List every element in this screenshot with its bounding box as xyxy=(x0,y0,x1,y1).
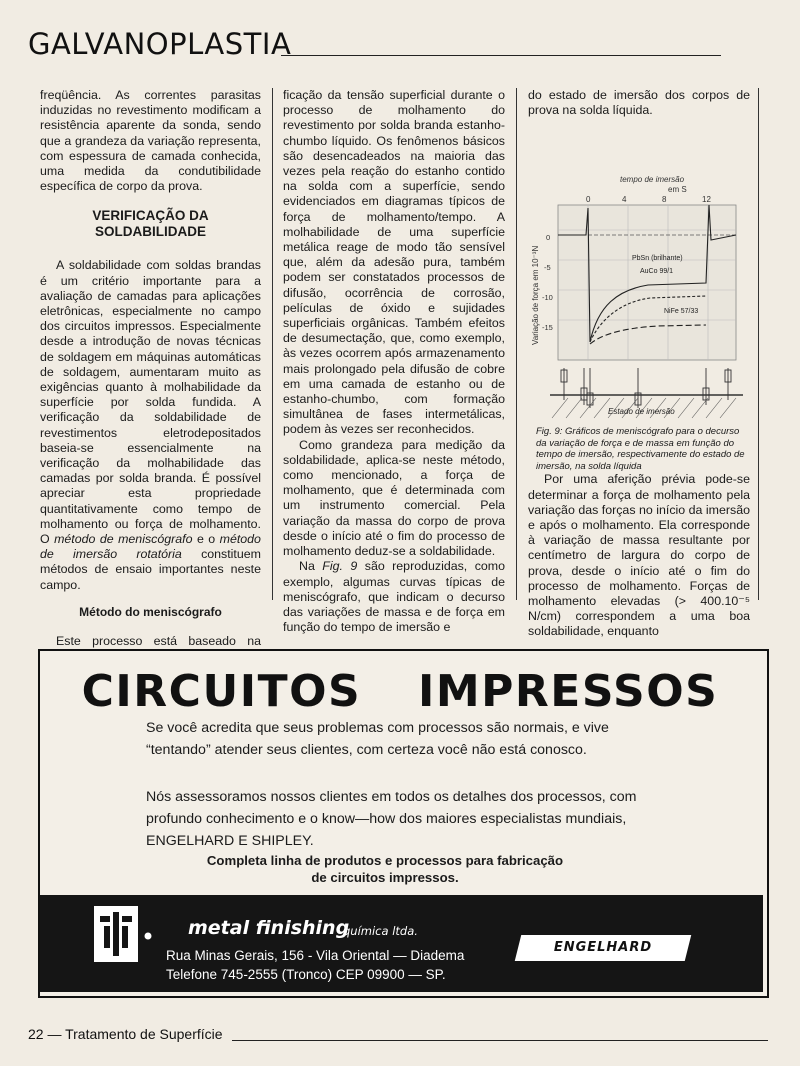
page-header-title: GALVANOPLASTIA xyxy=(28,27,292,61)
col2-paragraph-3 xyxy=(283,559,505,635)
col1-paragraph-1: freqüência. As correntes parasitas induzidas no revestimento modificam a resistência aparente da sonda, sendo que a grandeza da variação representa, com espessura de camada conhecida, uma medida da condutibilidade específica de corpo da prova. xyxy=(40,88,261,194)
label-pbsn: PbSn (brilhante) xyxy=(632,255,683,263)
col2-paragraph-2: Como grandeza para medição da soldabilidade, aplica-se neste método, como mencionado, a força de molhamento, que é determinada com um instrumento comercial. Pela variação da massa do corpo de prova desde o início até o fim do processo de molhamento deduz-se a soldabilidade. xyxy=(283,437,505,559)
x-tick-12: 12 xyxy=(702,195,711,205)
meniscograph-diagram xyxy=(528,130,750,420)
ad-paragraph-1: Se você acredita que seus problemas com processos são normais, e vive “tentando” atender seus clientes, com certeza você não está conosco. xyxy=(146,720,609,758)
x-tick-8: 8 xyxy=(662,195,667,205)
col1-p2-text: A soldabilidade com soldas brandas é um critério importante para a avaliação de camadas para aplicações eletrônicas, especialmente no campo dos circuitos impressos. Especialmente desde a introdução de novas técnicas de soldagem em máquinas automáticas de soldagem, aumentaram muito as exigências quanto à molhabilidade da superfície por solda fundida. A verificação da soldabilidade de revestimentos eletrodepositados baseia-se essencialmente na verificação da molhabilidade das camadas por solda branda. É possível apreciar esta propriedade quantitativamente como tempo de molhamento ou força de molhamento. O xyxy=(40,258,261,547)
col3-paragraph-2: Por uma aferição prévia pode-se determinar a força de molhamento pela variação das forças no início da imersão e após o molhamento. Ela corresponde à variação de massa resultante por centímetro de largura do corpo de prova, desde o início até o fim do processo de molhamento. Forças de molhamento elevadas (> 400.10⁻⁵ N/cm) correspondem a uma boa soldabilidade, enquanto xyxy=(528,472,750,639)
figure-reference: Fig. 9 xyxy=(322,559,358,574)
figure-9 xyxy=(528,130,750,420)
metal-finishing-logo-icon xyxy=(94,906,156,962)
header-rule xyxy=(281,55,721,56)
column-divider-1 xyxy=(272,88,273,600)
col1-p2-mid: e o xyxy=(196,532,216,547)
company-address: Rua Minas Gerais, 156 - Vila Oriental — Diadema xyxy=(166,948,465,963)
col2-paragraph-1: ficação da tensão superficial durante o processo de molhamento do revestimento por solda branda estanho-chumbo líquido. Os fenômenos básicos são desencadeados na maioria das vezes pela reação do estanho contido na solda com a superfície, sendo evidenciados em diagramas típicos de força de molhamento/tempo. A molhabilidade de uma superfície metálica reage de modo tão sensível que, além da adesão pura, também podem ser constatados processos de difusão, ocorrência de corrosão, películas de óxido e sujidades superficiais orgânicas. Também efeitos de desumectação, que, como exemplo, às vezes ocorrem após armazenamento mais prolongado pela difusão de cobre em uma camada de estanho ou de estanho-chumbo, com formação simultânea de fases intermetálicas, podem às vezes ser reconhecidos. xyxy=(283,88,505,437)
col1-paragraph-2 xyxy=(40,258,261,592)
col1-p2-end: constituem métodos de ensaio importantes neste campo. xyxy=(40,547,261,592)
footer-rule xyxy=(232,1040,768,1041)
page-footer: 22 — Tratamento de Superfície xyxy=(28,1026,223,1042)
col1-p2-italic-1: método de meniscógrafo xyxy=(54,532,193,547)
label-auco: AuCo 99/1 xyxy=(640,268,674,276)
y-tick-5: -5 xyxy=(544,263,551,273)
col1-p2-italic-2: método de imersão rotatória xyxy=(40,532,261,562)
column-1 xyxy=(40,88,261,665)
column-3 xyxy=(528,88,750,640)
section-title: VERIFICAÇÃO DA SOLDABILIDADE xyxy=(92,208,209,240)
col3-paragraph-1: do estado de imersão dos corpos de prova na solda líquida. xyxy=(528,88,750,118)
company-phone: Telefone 745-2555 (Tronco) CEP 09900 — SP. xyxy=(166,967,446,982)
figure-top-label: tempo de imersão xyxy=(620,175,685,185)
x-tick-4: 4 xyxy=(622,195,627,205)
ad-tagline: Completa linha de produtos e processos para fabricação de circuitos impressos. xyxy=(206,853,564,885)
y-tick-10: -10 xyxy=(542,293,553,303)
column-divider-2 xyxy=(516,88,517,600)
ad-paragraph-2: Nós assessoramos nossos clientes em todos os detalhes dos processos, com profundo conhecimento e o know—how dos maiores especialistas mundiais, ENGELHARD E SHIPLEY. xyxy=(146,789,637,849)
column-2 xyxy=(283,88,505,635)
col2-p3-a: Na xyxy=(299,559,315,574)
y-axis-label: Variação de força em 10⁻³N xyxy=(531,246,540,346)
col2-p3-b: são reproduzidas, como exemplo, algumas curvas típicas de meniscógrafo, que indicam o decurso das variações de massa e de força em função do tempo de imersão e xyxy=(283,559,505,635)
figure-bottom-label: Estado de imersão xyxy=(608,407,675,417)
plot-grid xyxy=(558,205,736,360)
col1-paragraph-3: Este processo está baseado na xyxy=(56,634,261,649)
figure-caption: Fig. 9: Gráficos de meniscógrafo para o decurso da variação de força e de massa em função do tempo de imersão, respectivamente do estado de imersão, na solda líquida xyxy=(536,426,745,472)
y-tick-15: -15 xyxy=(542,323,553,333)
subsection-title: Método do meniscógrafo xyxy=(79,604,222,619)
brand-name: metal finishing xyxy=(188,917,350,939)
figure-unit-label: em S xyxy=(668,185,687,195)
label-nife: NiFe 57/33 xyxy=(664,308,699,316)
y-tick-0: 0 xyxy=(546,233,551,243)
x-tick-0: 0 xyxy=(586,195,591,205)
ad-footer-band xyxy=(40,895,763,992)
ad-title: CIRCUITOS IMPRESSOS xyxy=(81,666,719,717)
brand-subtitle: química ltda. xyxy=(343,924,418,938)
engelhard-logo xyxy=(515,935,691,961)
column-divider-3 xyxy=(758,88,759,600)
engelhard-logo-text: ENGELHARD xyxy=(553,940,653,955)
